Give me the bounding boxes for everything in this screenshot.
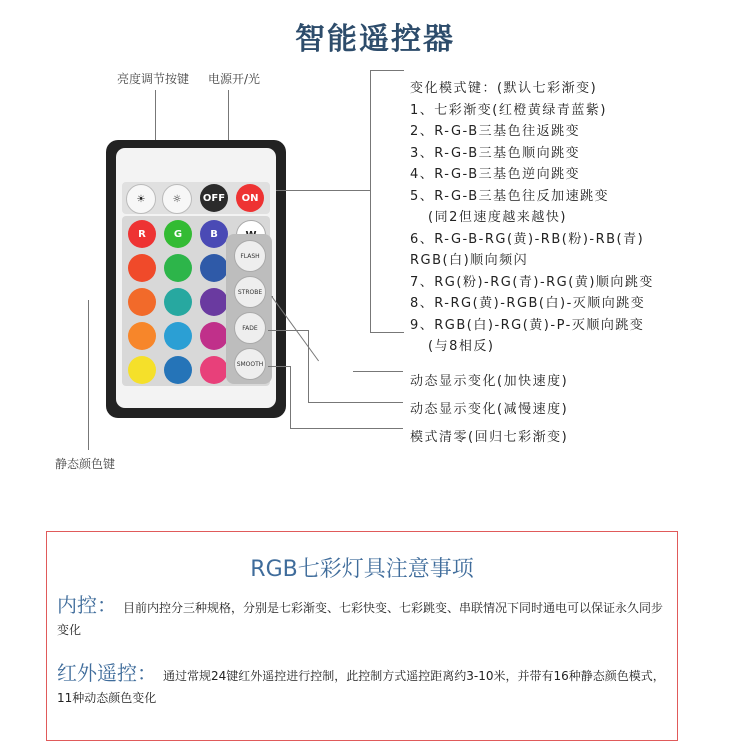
remote-face [116,148,276,408]
mode-item-cont: RGB(白)顺向频闪 [410,253,529,268]
color-button-cyan[interactable] [164,288,192,316]
remote-top-row [122,182,270,214]
mode-item: 2、R-G-B三基色往返跳变 [410,124,581,139]
on-button[interactable]: ON [236,184,264,212]
mode-item: 4、R-G-B三基色逆向跳变 [410,167,581,182]
brightness-label: 亮度调节按键 [117,72,190,86]
mode-item-note: (与8相反) [428,339,495,354]
mode-item: 7、RG(粉)-RG(青)-RG(黄)顺向跳变 [410,274,654,290]
power-label: 电源开/光 [208,72,261,86]
slow-annotation: 动态显示变化(减慢速度) [410,402,569,417]
fade-button[interactable]: FADE [234,312,266,344]
bulb-dim-icon: ☼ [172,193,182,205]
mode-item: 3、R-G-B三基色顺向跳变 [410,145,581,161]
green-button[interactable]: G [164,220,192,248]
brightness-down-button[interactable] [162,184,192,214]
ir-remote-heading: 红外遥控： [57,661,157,685]
notes-box [46,531,678,741]
flash-pointer [276,190,370,191]
bracket-vertical [370,70,371,332]
bulb-icon: ☀ [136,193,146,205]
color-button-magenta[interactable] [200,322,228,350]
static-colors-label: 静态颜色键 [55,457,116,471]
mode-button-column [226,234,272,384]
notes-title: RGB七彩灯具注意事项 [250,557,474,582]
color-button-mid-blue[interactable] [200,254,228,282]
slow-pointer [308,402,403,403]
color-button-light-green[interactable] [164,254,192,282]
color-button-light-orange[interactable] [128,322,156,350]
mode-item: 1、七彩渐变(红橙黄绿青蓝紫) [410,102,607,118]
quick-annotation: 动态显示变化(加快速度) [410,374,569,389]
static-colors-pointer [88,300,89,450]
bracket-bottom [370,332,404,333]
reset-annotation: 模式清零(回归七彩渐变) [410,430,569,445]
ir-remote-text: 通过常规24键红外遥控进行控制，此控制方式遥控距离约3-10米，并带有16种静态颜色模式，11种动态颜色变化 [57,669,665,705]
inner-control-heading: 内控： [57,593,117,617]
color-button-purple[interactable] [200,288,228,316]
smooth-button[interactable]: SMOOTH [234,348,266,380]
color-button-yellow[interactable] [128,356,156,384]
mode-item: 6、R-G-B-RG(黄)-RB(粉)-RB(青) [410,231,645,247]
mode-header: 变化模式键：(默认七彩渐变) [410,81,598,96]
fade-pointer-b [308,330,309,402]
reset-pointer [290,428,403,429]
page-title: 智能遥控器 [295,22,455,57]
ir-remote-section [57,662,667,709]
remote-control [106,140,286,418]
color-button-orange-red[interactable] [128,254,156,282]
brightness-up-button[interactable] [126,184,156,214]
color-button-orange[interactable] [128,288,156,316]
smooth-pointer-a [268,366,290,367]
color-button-sky-blue[interactable] [164,322,192,350]
off-button[interactable]: OFF [200,184,228,212]
inner-control-section [57,594,667,641]
color-button-deep-sky[interactable] [164,356,192,384]
smooth-pointer-b [290,366,291,428]
mode-item-note: (同2但速度越来越快) [428,210,567,225]
color-button-pink[interactable] [200,356,228,384]
bracket-top [370,70,404,71]
flash-button[interactable]: FLASH [234,240,266,272]
mode-list [410,78,654,358]
fade-pointer-a [268,330,308,331]
mode-item: 8、R-RG(黄)-RGB(白)-灭顺向跳变 [410,296,646,311]
mode-item: 5、R-G-B三基色往反加速跳变 [410,188,610,204]
blue-button[interactable]: B [200,220,228,248]
mode-item: 9、RGB(白)-RG(黄)-P-灭顺向跳变 [410,317,645,333]
red-button[interactable]: R [128,220,156,248]
quick-pointer [353,371,403,372]
inner-control-text: 目前内控分三种规格，分别是七彩渐变、七彩快变、七彩跳变、串联情况下同时通电可以保证永久同步变化 [57,601,664,637]
strobe-button[interactable]: STROBE [234,276,266,308]
